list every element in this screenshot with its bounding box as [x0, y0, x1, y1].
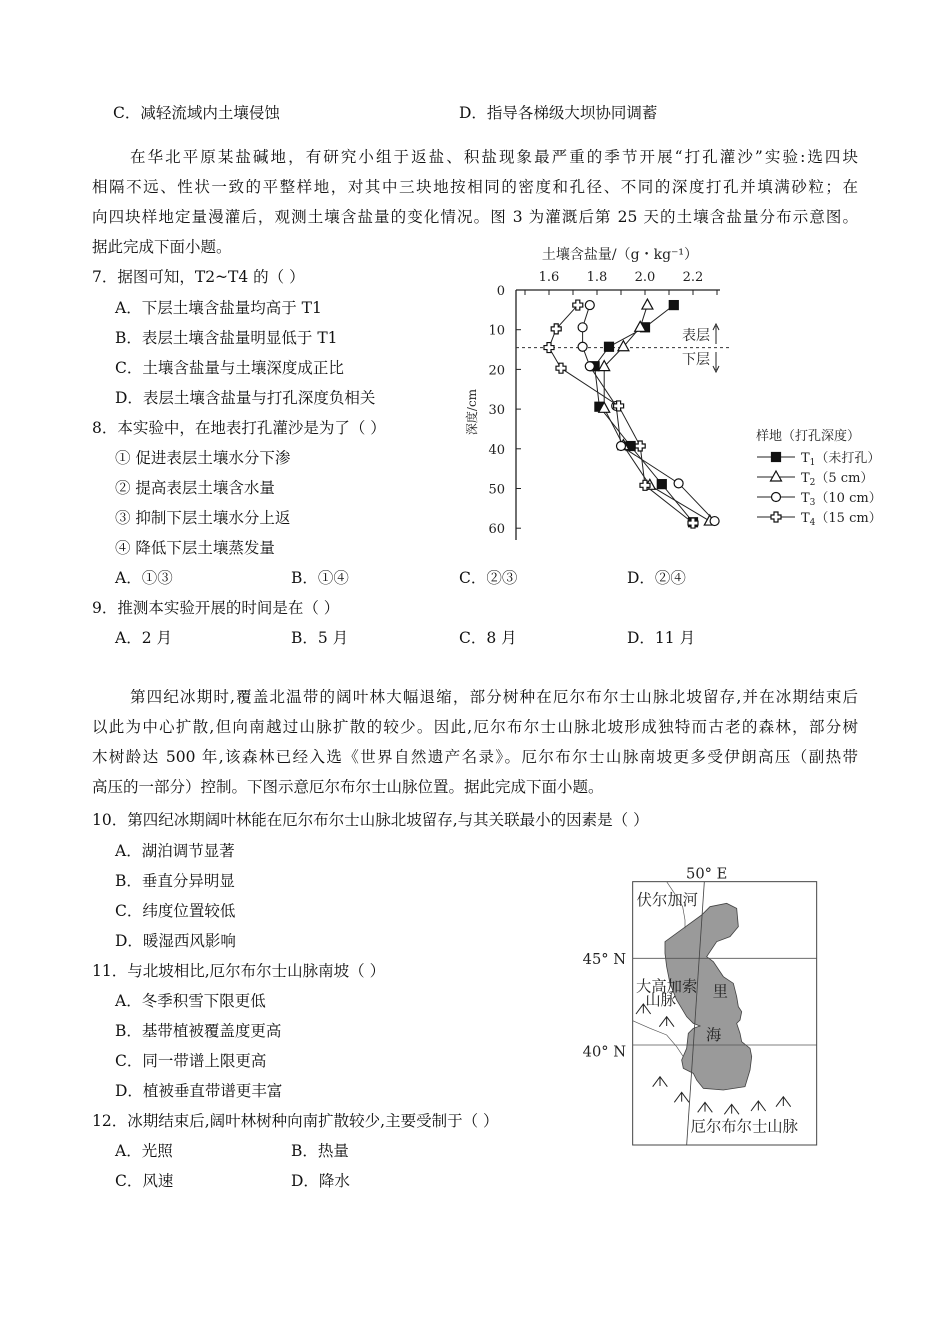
legend-marker [772, 453, 781, 462]
y-tick-label: 0 [496, 284, 505, 299]
data-point [710, 517, 719, 526]
data-point [585, 362, 594, 371]
q7-option-b: B．表层土壤含盐量明显低于 T1 [115, 329, 338, 347]
passage-line: 第四纪冰期时,覆盖北温带的阔叶林大幅退缩，部分树种在厄尔布尔士山脉北坡留存,并在冰期结束后 [130, 688, 858, 706]
legend-title: 样地（打孔深度） [756, 429, 861, 444]
x-tick-label: 2.0 [634, 270, 656, 285]
data-point [605, 342, 614, 351]
caspian-label-1: 里 [712, 982, 729, 1001]
volga-label: 伏尔加河 [636, 891, 698, 909]
passage-line: 木树龄达 500 年,该森林已经入选《世界自然遗产名录》。厄尔布尔士山脉南坡更多受伊朗高压（副热带 [92, 748, 858, 766]
data-point [669, 301, 678, 310]
data-point [585, 301, 594, 310]
data-point [642, 299, 653, 309]
q10-option-c: C．纬度位置较低 [115, 902, 236, 920]
x-tick-label: 2.2 [682, 270, 704, 285]
legend-label: $T_3(10$ cm） [801, 491, 882, 508]
series-T4 [544, 300, 698, 528]
legend-label: $T_1$（未打孔） [801, 451, 881, 468]
caspian-label-2: 海 [706, 1026, 722, 1044]
q8-option-c: C．②③ [459, 569, 518, 587]
passage-line: 相隔不远、性状一致的平整样地，对其中三块地按相同的密度和孔径、不同的深度打孔并填满砂粒；在 [92, 178, 858, 196]
q11-option-b: B．基带植被覆盖度更高 [115, 1022, 282, 1040]
passage-line: 在华北平原某盐碱地，有研究小组于返盐、积盐现象最严重的季节开展“打孔灌沙”实验:选四块 [130, 148, 858, 166]
q8-stem: 8．本实验中，在地表打孔灌沙是为了（ ） [92, 419, 386, 437]
legend-marker [771, 471, 782, 481]
data-point [578, 342, 587, 351]
q8-item-3: ③ 抑制下层土壤水分上返 [115, 509, 291, 527]
q11-stem: 11．与北坡相比,厄尔布尔士山脉南坡（ ） [92, 962, 386, 980]
caspian-sea [665, 903, 752, 1090]
y-tick-label: 10 [488, 323, 505, 339]
data-point [578, 323, 587, 332]
soil-salinity-chart [0, 0, 950, 600]
option-c: C．减轻流域内土壤侵蚀 [113, 104, 280, 122]
y-tick-label: 30 [488, 403, 505, 419]
q8-option-d: D．②④ [627, 569, 686, 587]
q10-option-d: D．暖湿西风影响 [115, 932, 236, 950]
lon50-label: 50° E [686, 865, 728, 883]
down-arrow-icon [713, 352, 719, 372]
surface-layer-label: 表层 [682, 328, 710, 344]
elburz-label: 厄尔布尔士山脉 [690, 1117, 798, 1136]
legend-marker [772, 493, 781, 502]
legend-label: $T_2(5$ cm） [801, 471, 874, 488]
data-point [635, 441, 645, 451]
x-tick-label: 1.8 [586, 270, 608, 285]
q8-item-1: ① 促进表层土壤水分下渗 [115, 449, 291, 467]
q10-option-a: A．湖泊调节显著 [115, 842, 235, 860]
q8-item-2: ② 提高表层土壤含水量 [115, 479, 275, 497]
y-axis-label: 深度/cm [465, 388, 479, 436]
elburz-map [570, 860, 830, 1150]
q7-stem: 7．据图可知，T2~T4 的（ ） [92, 268, 305, 286]
q12-option-a: A．光照 [115, 1142, 173, 1160]
q7-option-c: C．土壤含盐量与土壤深度成正比 [115, 359, 344, 377]
data-point [544, 343, 554, 353]
caucasus-label-2: 山脉 [645, 991, 677, 1009]
data-point [674, 479, 683, 488]
q9-stem: 9．推测本实验开展的时间是在（ ） [92, 599, 340, 617]
q12-option-b: B．热量 [291, 1142, 349, 1160]
legend-marker [771, 512, 781, 522]
passage-line: 据此完成下面小题。 [92, 238, 232, 256]
q10-option-b: B．垂直分异明显 [115, 872, 235, 890]
x-tick-label: 1.6 [538, 270, 560, 285]
q12-stem: 12．冰期结束后,阔叶林树种向南扩散较少,主要受制于（ ） [92, 1112, 499, 1130]
option-d: D．指导各梯级大坝协同调蓄 [459, 104, 658, 122]
passage-line: 高压的一部分）控制。下图示意厄尔布尔士山脉位置。据此完成下面小题。 [92, 778, 604, 796]
caucasus-label: 大高加索 [636, 977, 698, 996]
data-point [556, 363, 566, 373]
y-tick-label: 60 [488, 522, 505, 538]
q12-option-d: D．降水 [291, 1172, 350, 1190]
y-tick-label: 20 [488, 363, 505, 379]
lat45-label: 45° N [582, 951, 627, 968]
up-arrow-icon [713, 324, 719, 344]
lower-layer-label: 下层 [682, 352, 710, 368]
q8-option-b: B．①④ [291, 569, 349, 587]
y-tick-label: 40 [488, 442, 505, 458]
q7-option-a: A．下层土壤含盐量均高于 T1 [115, 299, 322, 317]
q9-option-c: C．8 月 [459, 629, 517, 647]
q7-option-d: D．表层土壤含盐量与打孔深度负相关 [115, 389, 376, 407]
q11-option-a: A．冬季积雪下限更低 [115, 992, 266, 1010]
y-tick-label: 50 [488, 482, 505, 498]
series-line [549, 305, 693, 523]
kura-river [633, 1021, 684, 1057]
data-point [617, 442, 626, 451]
q9-option-a: A．2 月 [115, 629, 172, 647]
passage-line: 向四块样地定量漫灌后，观测土壤含盐量的变化情况。图 3 为灌溉后第 25 天的土壤含盐量分布示意图。 [92, 208, 858, 226]
q8-item-4: ④ 降低下层土壤蒸发量 [115, 539, 275, 557]
lat40-label: 40° N [582, 1043, 627, 1061]
data-point [657, 480, 666, 489]
legend-label: $T_4(15$ cm） [801, 511, 882, 528]
q12-option-c: C．风速 [115, 1172, 174, 1190]
chart-title: 土壤含盐量/（g・kg⁻¹） [541, 247, 699, 263]
q10-stem: 10．第四纪冰期阔叶林能在厄尔布尔士山脉北坡留存,与其关联最小的因素是（ ） [92, 811, 649, 829]
q9-option-d: D．11 月 [627, 629, 696, 647]
passage-line: 以此为中心扩散,但向南越过山脉扩散的较少。因此,厄尔布尔士山脉北坡形成独特而古老的森林，部分树 [92, 718, 858, 736]
q11-option-c: C．同一带谱上限更高 [115, 1052, 267, 1070]
q8-option-a: A．①③ [115, 569, 173, 587]
q9-option-b: B．5 月 [291, 629, 349, 647]
q11-option-d: D．植被垂直带谱更丰富 [115, 1082, 283, 1100]
